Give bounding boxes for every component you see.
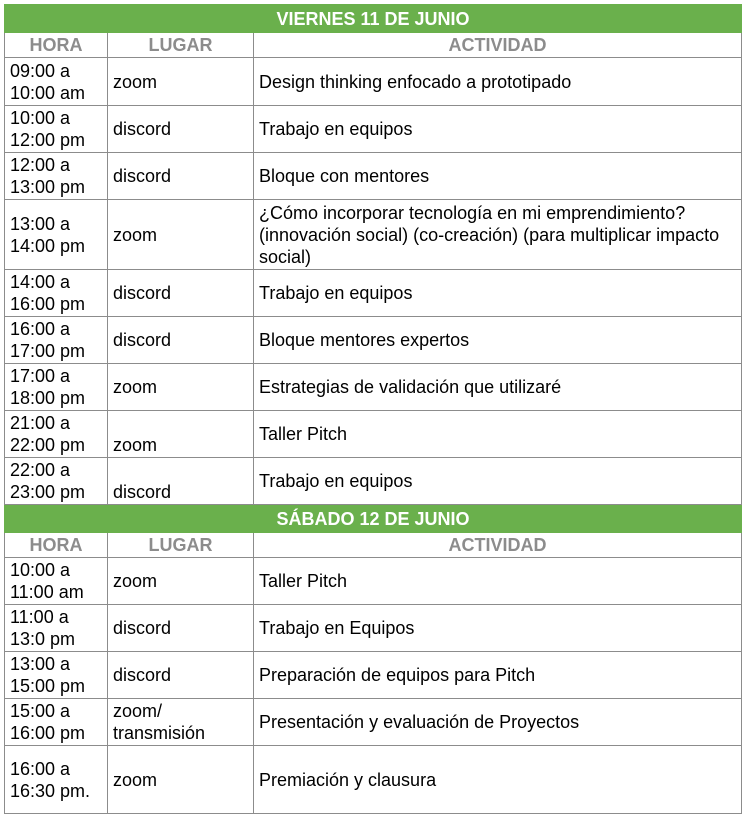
cell-hora: 21:00 a 22:00 pm bbox=[5, 411, 108, 458]
cell-actividad: Trabajo en equipos bbox=[254, 458, 742, 505]
cell-actividad: Preparación de equipos para Pitch bbox=[254, 652, 742, 699]
table-row bbox=[5, 605, 742, 652]
cell-lugar: discord bbox=[108, 106, 254, 153]
table-row bbox=[5, 106, 742, 153]
schedule-table bbox=[4, 4, 742, 814]
cell-lugar: zoom/ transmisión bbox=[108, 699, 254, 746]
day-title: VIERNES 11 DE JUNIO bbox=[5, 5, 742, 33]
table-row bbox=[5, 746, 742, 814]
cell-hora: 16:00 a 17:00 pm bbox=[5, 317, 108, 364]
column-header-actividad: ACTIVIDAD bbox=[254, 533, 742, 558]
cell-actividad: Trabajo en equipos bbox=[254, 270, 742, 317]
cell-actividad: Trabajo en equipos bbox=[254, 106, 742, 153]
day-header-row bbox=[5, 505, 742, 533]
table-row bbox=[5, 364, 742, 411]
column-header-hora: HORA bbox=[5, 33, 108, 58]
cell-hora: 10:00 a 12:00 pm bbox=[5, 106, 108, 153]
cell-hora: 17:00 a 18:00 pm bbox=[5, 364, 108, 411]
cell-lugar: zoom bbox=[108, 746, 254, 814]
column-header-lugar: LUGAR bbox=[108, 533, 254, 558]
cell-actividad: Bloque con mentores bbox=[254, 153, 742, 200]
cell-lugar: discord bbox=[108, 605, 254, 652]
cell-lugar: discord bbox=[108, 458, 254, 505]
cell-actividad: Presentación y evaluación de Proyectos bbox=[254, 699, 742, 746]
column-header-lugar: LUGAR bbox=[108, 33, 254, 58]
cell-hora: 11:00 a 13:0 pm bbox=[5, 605, 108, 652]
column-header-hora: HORA bbox=[5, 533, 108, 558]
cell-hora: 13:00 a 15:00 pm bbox=[5, 652, 108, 699]
cell-actividad: Estrategias de validación que utilizaré bbox=[254, 364, 742, 411]
cell-lugar: zoom bbox=[108, 58, 254, 106]
table-row bbox=[5, 58, 742, 106]
cell-lugar: zoom bbox=[108, 411, 254, 458]
cell-lugar: zoom bbox=[108, 364, 254, 411]
cell-actividad: Design thinking enfocado a prototipado bbox=[254, 58, 742, 106]
table-row bbox=[5, 558, 742, 605]
cell-actividad: Taller Pitch bbox=[254, 558, 742, 605]
cell-lugar: zoom bbox=[108, 200, 254, 270]
cell-lugar: discord bbox=[108, 153, 254, 200]
table-row bbox=[5, 652, 742, 699]
table-row bbox=[5, 411, 742, 458]
cell-actividad: Trabajo en Equipos bbox=[254, 605, 742, 652]
cell-actividad: Bloque mentores expertos bbox=[254, 317, 742, 364]
day-title: SÁBADO 12 DE JUNIO bbox=[5, 505, 742, 533]
cell-actividad: ¿Cómo incorporar tecnología en mi emprendimiento? (innovación social) (co-creación) (para multiplicar impacto social) bbox=[254, 200, 742, 270]
day-header-row bbox=[5, 5, 742, 33]
table-row bbox=[5, 699, 742, 746]
cell-lugar: zoom bbox=[108, 558, 254, 605]
cell-lugar: discord bbox=[108, 317, 254, 364]
cell-hora: 22:00 a 23:00 pm bbox=[5, 458, 108, 505]
table-row bbox=[5, 200, 742, 270]
table-row bbox=[5, 317, 742, 364]
cell-lugar: discord bbox=[108, 270, 254, 317]
cell-hora: 12:00 a 13:00 pm bbox=[5, 153, 108, 200]
cell-hora: 14:00 a 16:00 pm bbox=[5, 270, 108, 317]
table-row bbox=[5, 153, 742, 200]
cell-hora: 15:00 a 16:00 pm bbox=[5, 699, 108, 746]
cell-hora: 09:00 a 10:00 am bbox=[5, 58, 108, 106]
column-header-row bbox=[5, 533, 742, 558]
cell-hora: 10:00 a 11:00 am bbox=[5, 558, 108, 605]
column-header-actividad: ACTIVIDAD bbox=[254, 33, 742, 58]
cell-lugar: discord bbox=[108, 652, 254, 699]
cell-hora: 16:00 a 16:30 pm. bbox=[5, 746, 108, 814]
table-row bbox=[5, 270, 742, 317]
cell-actividad: Taller Pitch bbox=[254, 411, 742, 458]
cell-actividad: Premiación y clausura bbox=[254, 746, 742, 814]
cell-hora: 13:00 a 14:00 pm bbox=[5, 200, 108, 270]
table-row bbox=[5, 458, 742, 505]
column-header-row bbox=[5, 33, 742, 58]
